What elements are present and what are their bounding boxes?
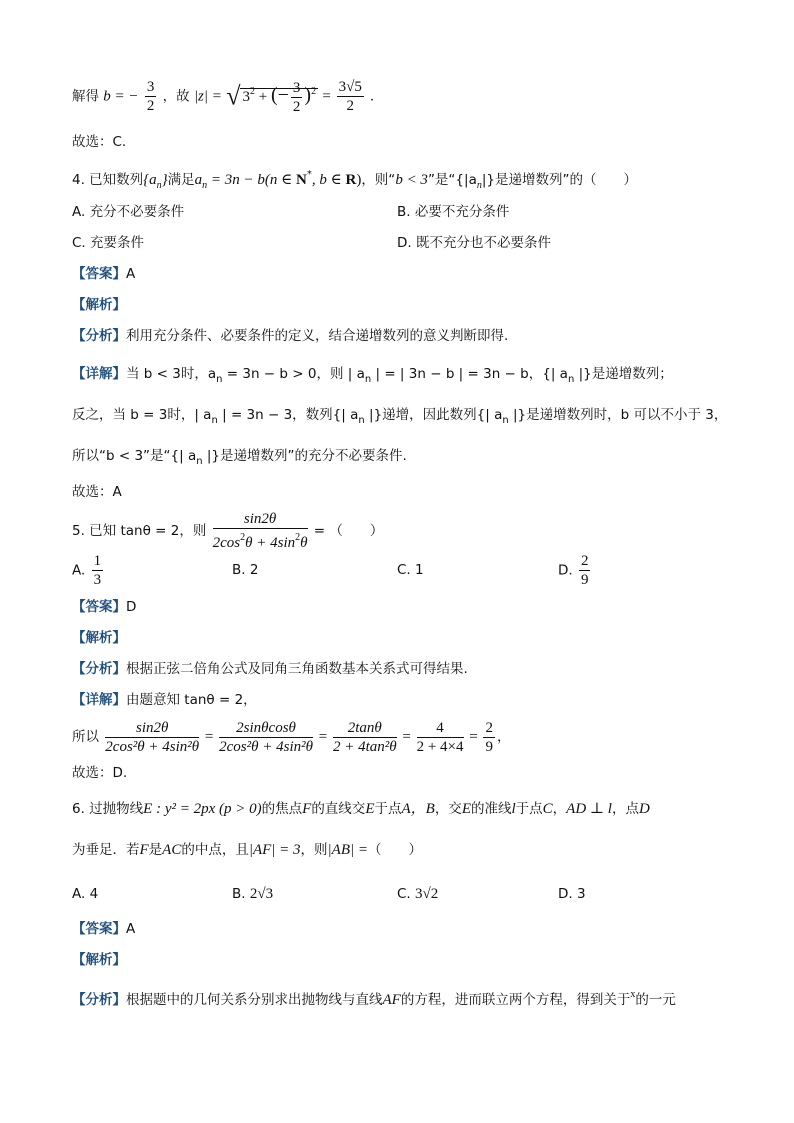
q5-option-d: D. $\frac{2}{9}$ (558, 553, 589, 588)
q3-choice: 故选：C. (72, 134, 127, 150)
q5-option-a: A. $\frac{1}{3}$ (72, 553, 102, 588)
solution-line-top: 解得 b = − $\frac{3}{2}$ ，故 |z| = √ $3^2$ + (− $\frac{3}{2}$ )$^2$ = $\frac{3√5}{2}$ . (72, 79, 374, 115)
q6-answer: 【答案】A (72, 921, 136, 937)
fraction: $\frac{3}{2}$ (146, 79, 155, 114)
q4-detail-line2: 反之，当 b = 3时，| $a_n$ | = 3n − 3，数列{| $a_n$ |}递增，因此数列{| $a_n$ |}是递增数列时，b 可以不小于 3， (72, 407, 728, 426)
radical: $3^2$ + (− $\frac{3}{2}$ )$^2$ (242, 79, 317, 115)
q5-answer: 【答案】D (72, 599, 137, 615)
result-fraction: $\frac{3√5}{2}$ (338, 79, 362, 114)
q6-jiexi: 【解析】 (72, 952, 126, 968)
q6-option-b: B. 2√3 (232, 886, 274, 902)
q5-fenxi: 【分析】根据正弦二倍角公式及同角三角函数基本关系式可得结果. (72, 661, 468, 677)
q4-option-b: B. 必要不充分条件 (397, 204, 510, 220)
q5-detail: 【详解】由题意知 tanθ = 2， (72, 692, 257, 708)
q5-solution: 所以 $\frac{\sin 2\theta}{\text{2cos²θ + 4sin²θ}}$ = $\frac{2\sin\theta\cos\theta}{\text{2cos²θ + 4sin²θ}}$ = $\frac{2\tan\theta}{\text{2 + 4tan²θ}}$ = $\frac{4}{2 + 4\times 4}$ = $\frac{2}{9}$ ， (72, 719, 511, 755)
q4-option-a: A. 充分不必要条件 (72, 204, 185, 220)
q6-stem-line2: 为垂足．若F是AC的中点，且|AF| = 3，则|AB| =（ ） (72, 842, 422, 858)
q5-choice: 故选：D. (72, 765, 128, 781)
q5-jiexi: 【解析】 (72, 630, 126, 646)
q4-fenxi: 【分析】利用充分条件、必要条件的定义，结合递增数列的意义判断即得. (72, 328, 509, 344)
q4-detail: 【详解】当 b < 3时，$a_n = 3n - b > 0$，则 | $a_n$ | = | 3n − b | = 3n − b，{| $a_n$ |}是递增数列； (72, 366, 673, 385)
q4-option-d: D. 既不充分也不必要条件 (397, 235, 551, 251)
q4-answer: 【答案】A (72, 266, 136, 282)
q5-option-b: B. 2 (232, 562, 259, 578)
q4-option-c: C. 充要条件 (72, 235, 145, 251)
q5-stem: 5. 已知 tanθ = 2，则 $\frac{\sin 2\theta}{2\cos^2\theta + 4\sin^2\theta}$ = （ ） (72, 511, 384, 551)
q5-option-c: C. 1 (397, 562, 424, 578)
q4-choice: 故选：A (72, 484, 122, 500)
q4-detail-line3: 所以“b < 3”是“{| $a_n$ |}是递增数列”的充分不必要条件. (72, 448, 407, 467)
q4-stem: 4. 已知数列$\{a_n\}$满足$a_n = 3n - b(n$ ∈ N*, b ∈ R)，则“b < 3”是“$\{|a_n|\}$是递增数列”的（ ） (72, 169, 637, 191)
q6-stem-line1: 6. 过抛物线E : y² = 2px (p > 0)的焦点F的直线交E于点A，B，交E的准线l于点C，AD ⊥ l，点D (72, 801, 650, 817)
q5-stem-fraction: $\frac{\sin 2\theta}{2\cos^2\theta + 4\sin^2\theta}$ (212, 511, 308, 551)
q6-option-d: D. 3 (558, 886, 586, 902)
q6-option-c: C. 3√2 (397, 886, 439, 902)
q6-fenxi: 【分析】根据题中的几何关系分别求出抛物线与直线AF的方程，进而联立两个方程，得到关于$^x$的一元 (72, 989, 676, 1008)
q4-jiexi: 【解析】 (72, 297, 126, 313)
q6-option-a: A. 4 (72, 886, 99, 902)
